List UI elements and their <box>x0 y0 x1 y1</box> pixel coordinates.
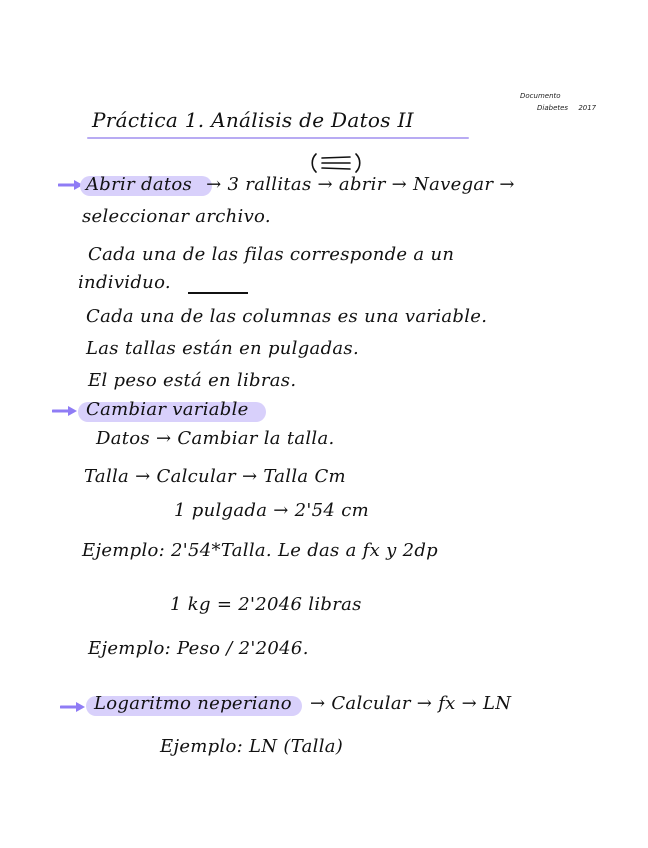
bullet-arrow-icon <box>60 700 88 714</box>
section-log-heading: Logaritmo neperiano <box>94 693 292 714</box>
sketch-stroke <box>188 292 248 294</box>
section-open-data-heading: Abrir datos <box>86 174 193 195</box>
note-line: Las tallas están en pulgadas. <box>86 338 359 359</box>
section-open-data-line <box>86 174 515 195</box>
note-line: Ejemplo: LN (Talla) <box>160 736 344 757</box>
note-line: seleccionar archivo. <box>82 206 271 227</box>
page-title: Práctica 1. Análisis de Datos II <box>92 108 414 132</box>
note-line: Talla → Calcular → Talla Cm <box>84 466 346 487</box>
bullet-arrow-icon <box>52 404 80 418</box>
title-underline <box>87 137 469 139</box>
note-line: individuo. <box>78 272 171 293</box>
section-log-line <box>94 693 511 714</box>
doc-meta-line1: Documento <box>520 92 561 100</box>
three-lines-menu-icon <box>310 150 362 176</box>
note-line: Ejemplo: Peso / 2'2046. <box>88 638 309 659</box>
note-line: Cada una de las filas corresponde a un <box>88 244 455 265</box>
note-line: Datos → Cambiar la talla. <box>96 428 335 449</box>
note-line: 1 kg = 2'2046 libras <box>170 594 362 615</box>
note-line: Cada una de las columnas es una variable. <box>86 306 488 327</box>
note-line: El peso está en libras. <box>88 370 297 391</box>
doc-meta-year: 2017 <box>578 104 597 112</box>
section-open-data-steps: → 3 rallitas → abrir → Navegar → <box>206 174 515 195</box>
section-log-steps: → Calcular → fx → LN <box>309 693 512 714</box>
note-line: Ejemplo: 2'54*Talla. Le das a fx y 2dp <box>82 540 438 561</box>
section-change-variable-heading: Cambiar variable <box>86 399 249 420</box>
note-line: 1 pulgada → 2'54 cm <box>174 500 369 521</box>
doc-meta-topic: Diabetes <box>537 104 569 112</box>
doc-meta-line2 <box>537 104 596 112</box>
